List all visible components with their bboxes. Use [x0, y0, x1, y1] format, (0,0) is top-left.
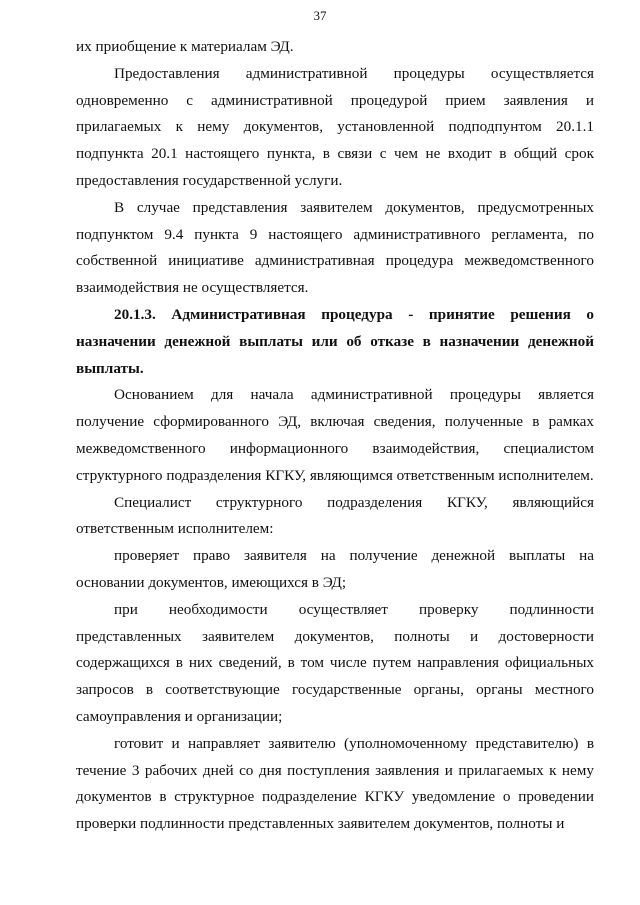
paragraph-procedure-timing: Предоставления административной процедуры осуществляется одновременно с административной процедурой прием заявления и прилагаемых к нему документов, установленной подподпунтом 20.1.1 подпункта 20.1 настоящего пункта, в связи с чем не входит в общий срок предоставления государственной услуги. — [76, 64, 594, 189]
paragraph-continuation: их приобщение к материалам ЭД. — [76, 38, 294, 55]
section-heading-20-1-3: 20.1.3. Административная процедура - принятие решения о назначении денежной выплаты или об отказе в назначении денежной выплаты. — [76, 305, 594, 377]
paragraph-specialist: Специалист структурного подразделения КГКУ, являющийся ответственным исполнителем: — [76, 493, 594, 538]
page-number: 37 — [313, 8, 327, 23]
list-item-notification: готовит и направляет заявителю (уполномоченному представителю) в течение 3 рабочих дней со дня поступления заявления и прилагаемых к нему документов в структурное подразделение КГКУ уведомление о проведении проверки подлинности представленных заявителем документов, полноты и — [76, 734, 594, 833]
paragraph-basis: Основанием для начала административной процедуры является получение сформированного ЭД, включая сведения, полученные в рамках межведомственного информационного взаимодействия, специалистом структурного подразделения КГКУ, являющимся ответственным исполнителем. — [76, 386, 594, 484]
list-item-checks-right: проверяет право заявителя на получение денежной выплаты на основании документов, имеющихся в ЭД; — [76, 547, 594, 591]
list-item-verification: при необходимости осуществляет проверку подлинности представленных заявителем документов, полноты и достоверности содержащихся в них сведений, в том числе путем направления официальных запросов в соответствующие государственные органы, органы местного самоуправления и организации; — [76, 600, 594, 725]
document-body — [76, 34, 594, 838]
paragraph-own-initiative: В случае представления заявителем документов, предусмотренных подпунктом 9.4 пункта 9 настоящего административного регламента, по собственной инициативе административная процедура межведомственного взаимодействия не осуществляется. — [76, 198, 594, 297]
